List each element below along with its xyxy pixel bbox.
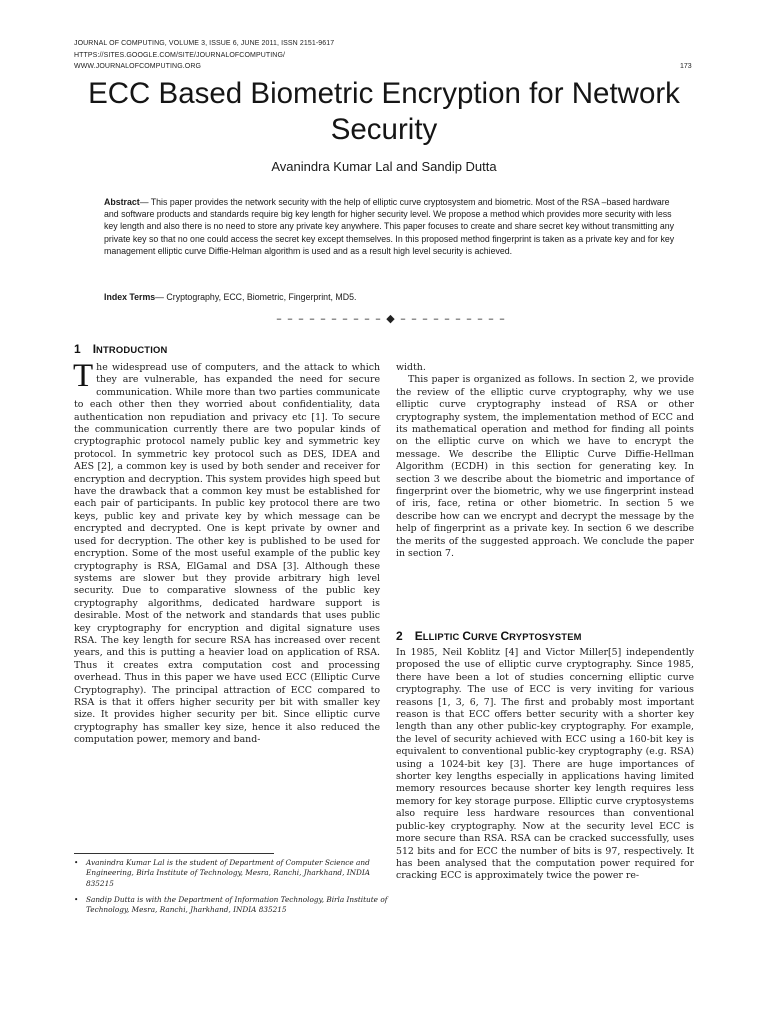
title-line-1: ECC Based Biometric Encryption for Network	[88, 77, 680, 110]
column-right-top	[396, 362, 694, 561]
section-1-title-rest: NTRODUCTION	[96, 344, 168, 355]
index-terms-text: — Cryptography, ECC, Biometric, Fingerprint, MD5.	[155, 292, 357, 302]
section-1-continuation: width.	[396, 362, 426, 373]
section-2-paragraph-1: In 1985, Neil Koblitz [4] and Victor Miller[5] independently proposed the use of elliptic curve cryptography. Since 1985, there have been a lot of studies concerning elliptic curve cryptography. The use of ECC is very inviting for various reasons [1, 3, 6, 7]. The first and probably most important reason is that ECC offers better security with a shorter key length than any other public-key cryptography. For example, the level of security achieved with ECC using a 160-bit key is equivalent to conventional public-key cryptography (e.g. RSA) using a 1024-bit key [3]. There are huge importances of shorter key lengths especially in applications having limited memory resources because shorter key length requires less memory for key storage purpose. Elliptic curve cryptosystems also require less hardware resources than conventional public-key cryptography. Now at the security level ECC is more secure than RSA. RSA can be cracked successfully, uses 512 bits and for ECC the number of bits is 97, respectively. It has been analysed that the computation power required for cracking ECC is approximately twice the power re-	[396, 647, 694, 882]
section-2-w3-cap: C	[500, 629, 510, 643]
journal-website: WWW.JOURNALOFCOMPUTING.ORG	[74, 63, 202, 70]
section-2-number: 2	[396, 629, 403, 643]
section-2-w1-rest: LLIPTIC	[422, 631, 463, 642]
section-1-paragraph-1	[73, 358, 380, 747]
footnote-1	[74, 858, 392, 889]
section-2-w2-cap: C	[462, 629, 471, 643]
section-2-w3-rest: RYPTOSYSTEM	[509, 631, 582, 642]
section-1-title-initial: I	[92, 342, 97, 356]
section-1-heading	[74, 340, 168, 358]
footnote-bullet: •	[74, 858, 79, 867]
column-left	[73, 358, 380, 747]
drop-cap: T	[73, 358, 94, 394]
abstract-label: Abstract	[104, 197, 140, 207]
footnote-bullet: •	[74, 895, 79, 904]
abstract-text: — This paper provides the network security with the help of elliptic curve cryptosystem and biometric. Most of the RSA –based hardware and software products and standards require big key length for higher security level. We propose a method which provides more security with less key length and also there is no need to store any private key anywhere. This paper focuses to create and share secret key without transmitting any private key so that no one could access the secret key except themselves. In this proposed method fingerprint is taken as a private key and for key management elliptic curve Diffie-Helman algorithm is used and as a result high level security is achieved.	[104, 197, 675, 256]
section-1-paragraph-2: This paper is organized as follows. In section 2, we provide the review of the elliptic curve cryptography, why we use elliptic curve cryptography instead of RSA or other cryptography system, the implementation method of ECC and its mathematical operation and method for finding all points on the elliptic curve on which we have to encrypt the message. We describe the Elliptic Curve Diffie-Hellman Algorithm (ECDH) in this section for generating key. In section 3 we describe about the biometric and importance of fingerprint over the biometric, why we use fingerprint instead of iris, face, retina or other biometric. In section 5 we describe how can we encrypt and decrypt the message by the help of fingerprint as a private key. In section 6 we describe the merits of the suggested approach. We conclude the paper in section 7.	[396, 374, 694, 560]
section-2-w2-rest: URVE	[471, 631, 501, 642]
page-number: 173	[680, 63, 692, 70]
journal-url: HTTPS://SITES.GOOGLE.COM/SITE/JOURNALOFCOMPUTING/	[74, 52, 286, 59]
section-1-paragraph-1-text: he widespread use of computers, and the attack to which they are vulnerable, has expanded the need for secure communication. While more than two parties communicate to each other then they worried about confidentiality, data authentication non repudiation and privacy etc [1]. To secure the communication currently there are two popular kinds of cryptographic protocol namely public key and symmetric key protocol. In symmetric key protocol such as DES, IDEA and AES [2], a common key is used by both sender and receiver for encryption and decryption. This system provides high speed but have the drawback that a common key must be established for each pair of participants. In public key protocol there are two keys, public key and private key by which message can be encrypted and decrypted. One is kept private by owner and used for decryption. The other key is published to be used for encryption. Some of the most useful example of the public key cryptography is RSA, ElGamal and DSA [3]. Although these systems are slower but they provide arbitrary high level security. Due to comparative slowness of the public key cryptography algorithms, dedicated hardware support is desirable. Most of the network and standards that uses public key cryptography for encryption and digital signature uses RSA. The key length for secure RSA has increased over recent years, and this is putting a heavier load on application of RSA. Thus it creates extra computation cost and processing overhead. Thus in this paper we have used ECC (Elliptic Curve Cryptography). The principal attraction of ECC compared to RSA is that it offers higher security per bit with smaller key size. It provides higher security per bit. Since elliptic curve cryptography has smaller key size, hence it also reduced the computation power, memory and band-	[74, 362, 380, 746]
index-terms-label: Index Terms	[104, 292, 156, 302]
section-2-w1-cap: E	[414, 629, 423, 643]
footnote-2	[74, 895, 392, 916]
section-divider: – – – – – – – – – – ◆ – – – – – – – – – –	[276, 312, 506, 325]
journal-header: JOURNAL OF COMPUTING, VOLUME 3, ISSUE 6, JUNE 2011, ISSN 2151-9617	[74, 40, 335, 47]
footnote-1-text: Avanindra Kumar Lal is the student of Department of Computer Science and Engineering, Birla Institute of Technology, Mesra, Ranchi, Jharkhand, INDIA 835215	[86, 858, 370, 888]
section-1-number: 1	[74, 342, 81, 356]
index-terms	[104, 292, 356, 302]
title-line-2: Security	[330, 113, 438, 146]
column-right-bottom	[396, 647, 694, 883]
footnote-2-text: Sandip Dutta is with the Department of Information Technology, Birla Institute of Technology, Mesra, Ranchi, Jharkhand, INDIA 835215	[86, 895, 388, 915]
abstract	[104, 196, 678, 257]
footnote-rule	[74, 853, 274, 854]
section-2-heading	[396, 627, 582, 645]
authors: Avanindra Kumar Lal and Sandip Dutta	[271, 159, 497, 174]
paper-title	[40, 76, 728, 148]
